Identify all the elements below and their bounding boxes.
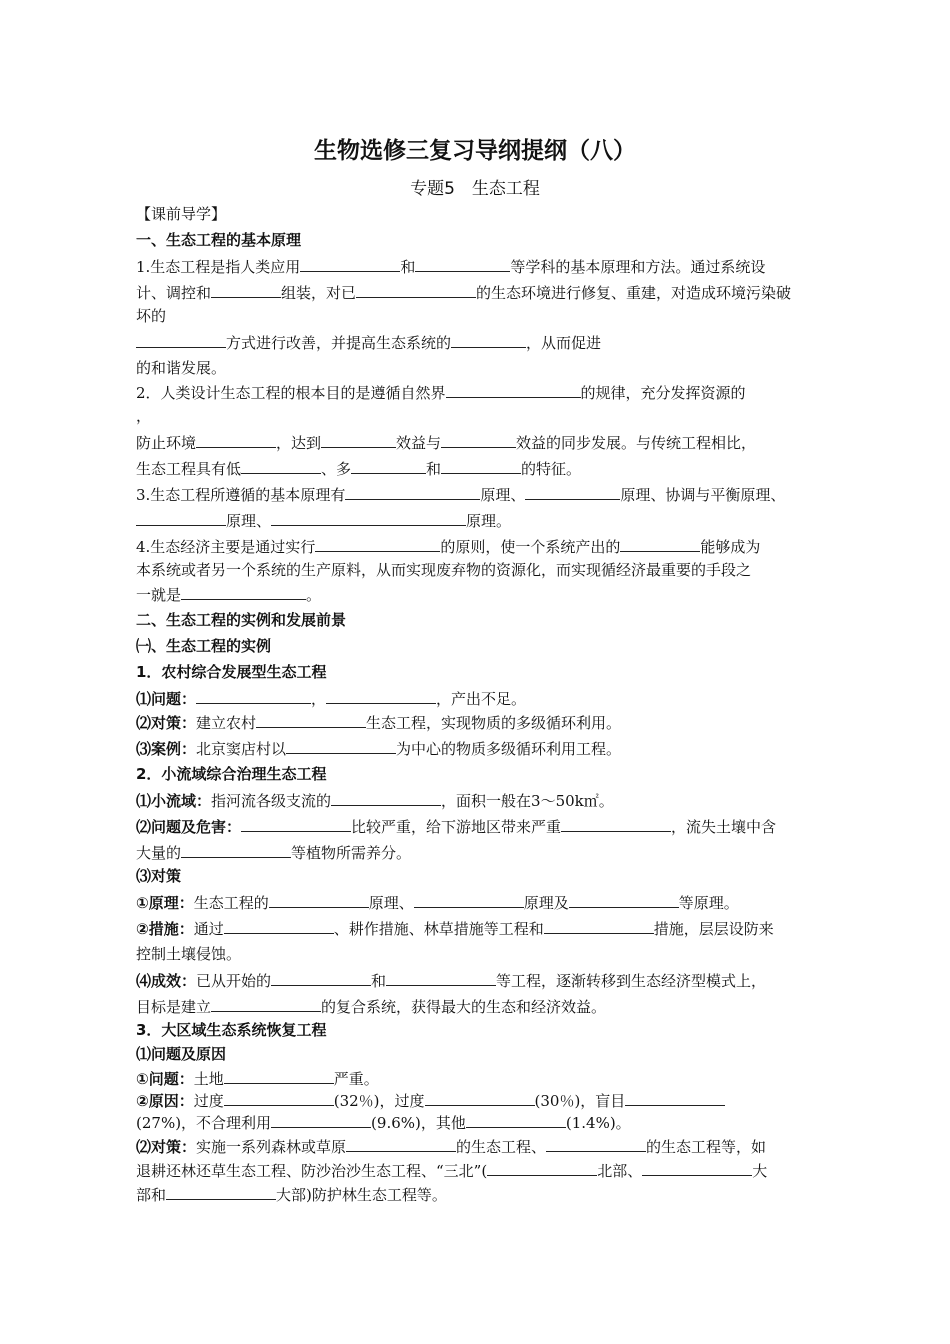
fill-blank[interactable] — [321, 432, 396, 448]
fill-blank[interactable] — [315, 536, 440, 552]
text-line: 本系统或者另一个系统的生产原料，从而实现废弃物的资源化，而实现循经济最重要的手段之 — [136, 561, 752, 579]
fill-blank[interactable] — [346, 1136, 456, 1152]
subheading-watershed: 2．小流域综合治理生态工程 — [136, 765, 327, 783]
fill-blank[interactable] — [441, 432, 516, 448]
text-line: 生态工程具有低 、多 和 的特征。 — [136, 460, 582, 478]
text-line: ⑶案例：北京窦店村以 为中心的物质多级循环利用工程。 — [136, 740, 622, 758]
fill-blank[interactable] — [181, 842, 291, 858]
text-line: 4.生态经济主要是通过实行 的原则，使一个系统产出的 能够成为 — [136, 538, 761, 556]
fill-blank[interactable] — [414, 892, 524, 908]
fill-blank[interactable] — [441, 458, 521, 474]
fill-blank[interactable] — [345, 484, 480, 500]
page-subtitle: 专题5 生态工程 — [410, 179, 540, 199]
text-line: ⑴问题： ， ，产出不足。 — [136, 690, 527, 708]
text-line: 退耕还林还草生态工程、防沙治沙生态工程、“三北”( 北部、 大 — [136, 1162, 768, 1180]
subheading-large-region: 3．大区域生态系统恢复工程 — [136, 1021, 327, 1039]
page-title: 生物选修三复习导纲提纲（八） — [314, 138, 636, 164]
subheading-problems-causes: ⑴问题及原因 — [136, 1045, 227, 1063]
fill-blank[interactable] — [224, 1090, 334, 1106]
fill-blank[interactable] — [166, 1184, 276, 1200]
fill-blank[interactable] — [286, 738, 396, 754]
section-label-preview: 【课前导学】 — [136, 205, 227, 223]
subheading-rural: 1．农村综合发展型生态工程 — [136, 663, 327, 681]
fill-blank[interactable] — [415, 256, 510, 272]
fill-blank[interactable] — [446, 382, 581, 398]
fill-blank[interactable] — [181, 584, 306, 600]
text-line: 计、调控和 组装，对已 的生态环境进行修复、重建，对造成环境污染破 — [136, 284, 792, 302]
fill-blank[interactable] — [525, 484, 620, 500]
fill-blank[interactable] — [196, 432, 276, 448]
fill-blank[interactable] — [544, 918, 654, 934]
text-line: ⑷成效：已从开始的 和 等工程，逐渐转移到生态经济型模式上， — [136, 972, 767, 990]
fill-blank[interactable] — [625, 1090, 725, 1106]
fill-blank[interactable] — [241, 816, 351, 832]
fill-blank[interactable] — [351, 458, 426, 474]
fill-blank[interactable] — [211, 282, 281, 298]
fill-blank[interactable] — [620, 536, 700, 552]
fill-blank[interactable] — [196, 688, 311, 704]
fill-blank[interactable] — [136, 510, 226, 526]
heading-examples-and-prospects: 二、生态工程的实例和发展前景 — [136, 611, 347, 629]
fill-blank[interactable] — [326, 688, 436, 704]
text-line: 1.生态工程是指人类应用 和 等学科的基本原理和方法。通过系统设 — [136, 258, 766, 276]
text-line: ⑵对策：建立农村 生态工程，实现物质的多级循环利用。 — [136, 714, 622, 732]
fill-blank[interactable] — [300, 256, 400, 272]
fill-blank[interactable] — [271, 510, 466, 526]
fill-blank[interactable] — [224, 1068, 334, 1084]
text-line: (27%)，不合理利用 (9.6%)，其他 (1.4%)。 — [136, 1114, 631, 1132]
text-line: 大量的 等植物所需养分。 — [136, 844, 412, 862]
text-line: ⑵对策：实施一系列森林或草原 的生态工程、 的生态工程等，如 — [136, 1138, 767, 1156]
text-line: ①原理：生态工程的 原理、 原理及 等原理。 — [136, 894, 739, 912]
text-line: 3.生态工程所遵循的基本原理有 原理、 原理、协调与平衡原理、 — [136, 486, 786, 504]
fill-blank[interactable] — [356, 282, 476, 298]
fill-blank[interactable] — [487, 1160, 597, 1176]
fill-blank[interactable] — [451, 332, 526, 348]
fill-blank[interactable] — [466, 1112, 566, 1128]
text-line: ⑵问题及危害： 比较严重，给下游地区带来严重 ，流失土壤中含 — [136, 818, 777, 836]
text-line: ⑴小流域：指河流各级支流的 ，面积一般在3～50k㎡。 — [136, 792, 614, 810]
text-line: 方式进行改善，并提高生态系统的 ，从而促进 — [136, 332, 826, 353]
text-line: ②原因：过度 (32％)，过度 (30％)，盲目 — [136, 1090, 826, 1111]
subheading-countermeasures: ⑶对策 — [136, 867, 182, 885]
fill-blank[interactable] — [546, 1136, 646, 1152]
text-line: 一就是 。 — [136, 586, 322, 604]
fill-blank[interactable] — [642, 1160, 752, 1176]
fill-blank[interactable] — [136, 332, 226, 348]
fill-blank[interactable] — [331, 790, 441, 806]
text-line: 防止环境 ，达到 效益与 效益的同步发展。与传统工程相比， — [136, 434, 757, 452]
subheading-examples: ㈠、生态工程的实例 — [136, 637, 272, 655]
text-line: 2．人类设计生态工程的根本目的是遵循自然界 的规律，充分发挥资源的 — [136, 384, 746, 402]
text-line: 的和谐发展。 — [136, 359, 227, 377]
text-line: ②措施：通过 、耕作措施、林草措施等工程和 措施，层层设防来 — [136, 920, 774, 938]
fill-blank[interactable] — [386, 970, 496, 986]
text-line: ， — [136, 407, 152, 425]
text-line: 原理、 原理。 — [136, 510, 826, 531]
text-line: 坏的 — [136, 307, 167, 325]
fill-blank[interactable] — [561, 816, 671, 832]
heading-basic-principles: 一、生态工程的基本原理 — [136, 231, 302, 249]
fill-blank[interactable] — [269, 892, 369, 908]
fill-blank[interactable] — [241, 458, 321, 474]
fill-blank[interactable] — [271, 970, 371, 986]
text-line: 控制土壤侵蚀。 — [136, 945, 242, 963]
fill-blank[interactable] — [271, 1112, 371, 1128]
fill-blank[interactable] — [425, 1090, 535, 1106]
fill-blank[interactable] — [569, 892, 679, 908]
text-line: 目标是建立 的复合系统，获得最大的生态和经济效益。 — [136, 998, 607, 1016]
fill-blank[interactable] — [256, 712, 366, 728]
fill-blank[interactable] — [211, 996, 321, 1012]
fill-blank[interactable] — [224, 918, 334, 934]
text-line: ①问题：土地 严重。 — [136, 1070, 379, 1088]
text-line: 部和 大部)防护林生态工程等。 — [136, 1186, 447, 1204]
